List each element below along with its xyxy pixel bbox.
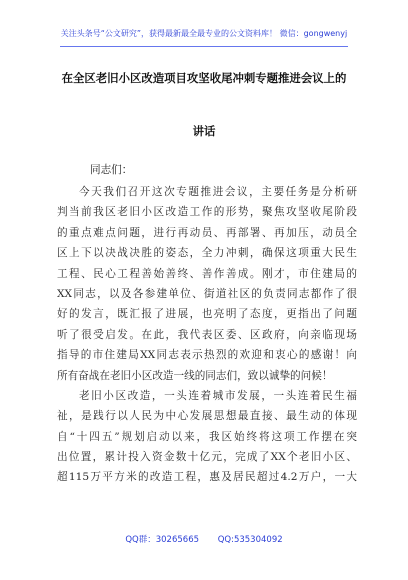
footer-qq: QQ:535304092 (217, 535, 283, 545)
body-line: 判当前我区老旧小区改造工作的形势，聚焦攻坚收尾阶段 (57, 206, 357, 219)
body-line: XX同志，以及各参建单位、街道社区的负责同志都作了很 (57, 287, 357, 300)
body-line: 祉，是践行以人民为中心发展思想最直接、最生动的体现 (57, 410, 357, 423)
body-line: 区上下以决战决胜的姿态，全力冲刺，确保这项重大民生 (57, 247, 357, 260)
document-body (57, 182, 357, 488)
body-line: 出位置，累计投入资金数十亿元，完成了XX个老旧小区、 (57, 451, 357, 464)
footer-contact (0, 533, 408, 545)
body-line: 老旧小区改造，一头连着城市发展，一头连着民生福 (79, 389, 357, 402)
document-subtitle: 讲话 (192, 124, 216, 138)
header-divider (60, 46, 348, 47)
salutation: 同志们： (90, 164, 133, 176)
body-line: 所有奋战在老旧小区改造一线的同志们，致以诚挚的问候！ (57, 369, 333, 382)
body-line: 的重点难点问题，进行再动员、再部署、再加压，动员全 (57, 226, 357, 239)
body-line: 今天我们召开这次专题推进会议，主要任务是分析研 (79, 186, 357, 198)
body-line: 听了很受启发。在此，我代表区委、区政府，向亲临现场 (57, 328, 357, 341)
document-title: 在全区老旧小区改造项目攻坚收尾冲刺专题推进会议上的 (61, 71, 347, 85)
body-line: 工程、民心工程善始善终、善作善成。刚才，市住建局的 (57, 267, 357, 280)
body-line: 超115万平方米的改造工程，惠及居民超过4.2万户，一大 (57, 471, 357, 484)
body-line: 自“十四五”规划启动以来，我区始终将这项工作摆在突 (57, 430, 357, 443)
header-banner: 关注头条号“公文研究”，获得最新最全最专业的公文资料库！ 微信：gongwenyj (60, 29, 348, 38)
body-line: 指导的市住建局XX同志表示热烈的欢迎和衷心的感谢！向 (57, 349, 357, 362)
footer-qq-group: QQ群：30265665 (125, 535, 200, 545)
body-line: 好的发言，既汇报了进展，也亮明了态度，更指出了问题 (57, 308, 357, 321)
